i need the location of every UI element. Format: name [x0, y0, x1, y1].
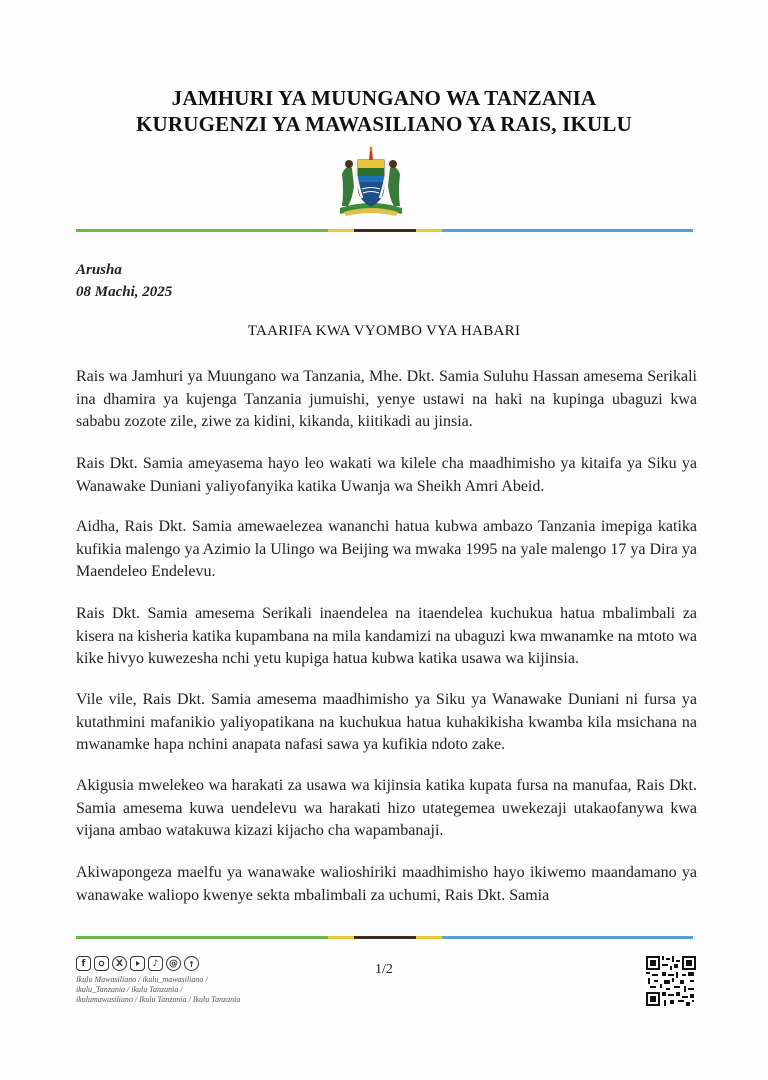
stripe-segment-black: [354, 936, 416, 939]
header-line-1: JAMHURI YA MUUNGANO WA TANZANIA: [171, 86, 597, 110]
dateline-place: Arusha: [76, 262, 122, 278]
stripe-segment-yellow: [416, 936, 442, 939]
footer-color-stripe: [76, 936, 693, 939]
header-line-2: KURUGENZI YA MAWASILIANO YA RAIS, IKULU: [136, 112, 632, 136]
dateline-date: 08 Machi, 2025: [76, 284, 173, 300]
tiktok-icon[interactable]: ♪: [148, 956, 163, 971]
social-handles-line: Ikulu Mawasiliano / ikulu_mawasiliano /: [76, 975, 208, 984]
body-paragraph: Akiwapongeza maelfu ya wanawake walioshiriki maadhimisho hayo ikiwemo maandamano ya wanawake waliopo kwenye sekta mbalimbali za uchumi, Rais Dkt. Samia: [76, 864, 697, 904]
threads-icon[interactable]: @: [166, 956, 181, 971]
stripe-segment-yellow: [328, 229, 354, 232]
body-paragraph: Aidha, Rais Dkt. Samia amewaelezea wananchi hatua kubwa ambazo Tanzania imepiga katika kufikia malengo ya Azimio la Ulingo wa Beijing wa mwaka 1995 na yale malengo 17 ya Dira ya Maendeleo Endelevu.: [76, 518, 697, 580]
stripe-segment-yellow: [416, 229, 442, 232]
stripe-segment-black: [354, 229, 416, 232]
stripe-segment-yellow: [328, 936, 354, 939]
body-paragraph: Rais Dkt. Samia ameyasema hayo leo wakati wa kilele cha maadhimisho ya kitaifa ya Siku ya Wanawake Duniani yaliyofanyika katika Uwanja wa Sheikh Amri Abeid.: [76, 455, 697, 495]
stripe-segment-blue: [442, 936, 693, 939]
x-icon[interactable]: X: [112, 956, 127, 971]
body-paragraph: Akigusia mwelekeo wa harakati za usawa wa kijinsia katika kupata fursa na manufaa, Rais Dkt. Samia amesema kuwa uendelevu wa harakati hizo utategemea uwekezaji utakaofanywa kwa vijana ambao watakuwa kizazi kijacho cha wapambanaji.: [76, 777, 697, 839]
social-handles-line: ikulu_Tanzania / ikulu Tanzania /: [76, 985, 183, 994]
coat-of-arms-icon: [334, 146, 408, 218]
body-paragraph: Vile vile, Rais Dkt. Samia amesema maadhimisho ya Siku ya Wanawake Duniani ni fursa ya kutathmini mafanikio yaliyopatikana na kuchukua hatua kuhakikisha kwamba kila msichana na mwanamke hapa nchini anapata nafasi sawa ya kufikia ndoto zake.: [76, 691, 697, 753]
stripe-segment-blue: [442, 229, 693, 232]
document-title: TAARIFA KWA VYOMBO VYA HABARI: [247, 323, 521, 339]
header-color-stripe: [76, 229, 693, 232]
social-handles: [76, 975, 276, 1005]
stripe-segment-green: [76, 229, 328, 232]
stripe-segment-green: [76, 936, 328, 939]
body-paragraph: Rais wa Jamhuri ya Muungano wa Tanzania, Mhe. Dkt. Samia Suluhu Hassan amesema Serikali ina dhamira ya kujenga Tanzania jumuishi, yenye ustawi na haki na kupinga ubaguzi kwa sababu zozote zile, ziwe za kidini, kikanda, kiitikadi au jinsia.: [76, 368, 697, 430]
qr-code-icon[interactable]: [646, 956, 696, 1006]
social-handles-line: ikulumawasiliano / Ikulu Tanzania / Ikulu Tanzania: [76, 995, 241, 1004]
page-number: 1/2: [375, 962, 393, 977]
facebook-icon[interactable]: f: [76, 956, 91, 971]
body-paragraph: Rais Dkt. Samia amesema Serikali inaendelea na itaendelea kuchukua hatua mbalimbali za kisera na kisheria katika kupambana na mila kandamizi na ubaguzi kwa mwanamke na mtoto wa kike hivyo kuwezesha nchi yetu kupiga hatua kubwa katika usawa wa kijinsia.: [76, 605, 697, 667]
